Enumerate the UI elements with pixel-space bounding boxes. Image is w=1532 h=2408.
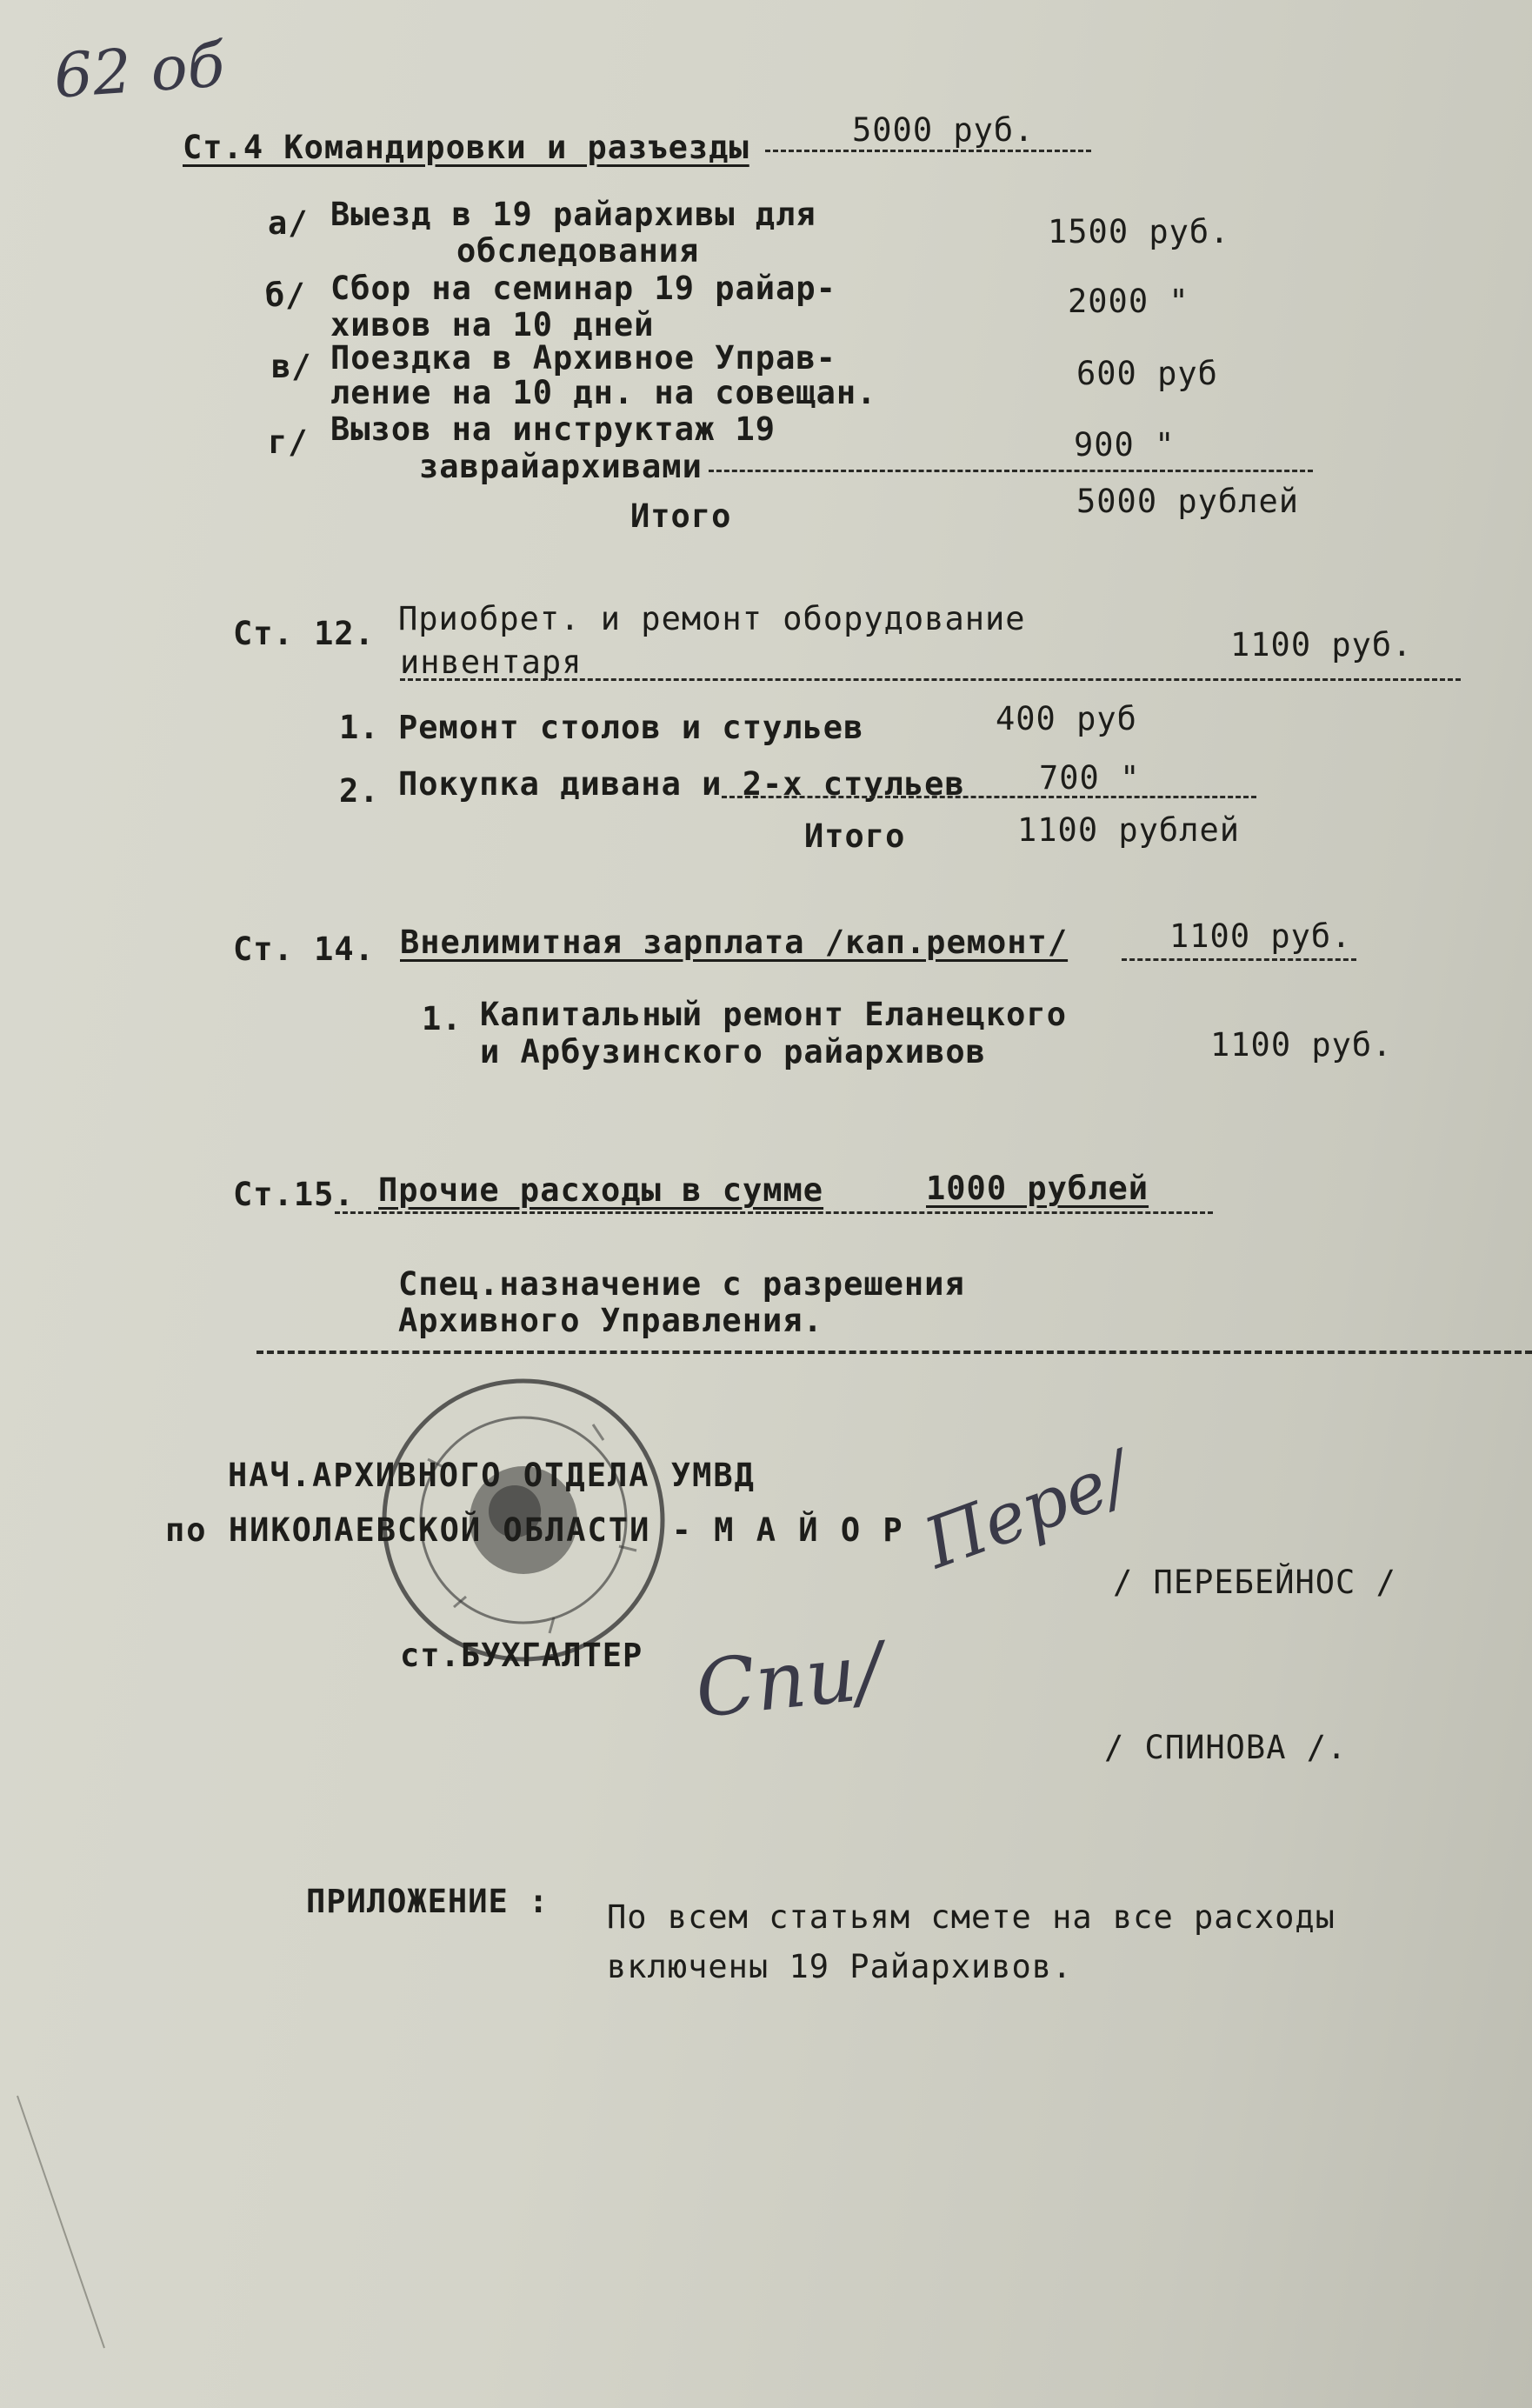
head-title-line1: НАЧ.АРХИВНОГО ОТДЕЛА УМВД xyxy=(228,1457,756,1494)
section15-amount xyxy=(926,1170,1149,1207)
accountant-label: ст.БУХГАЛТЕР xyxy=(400,1637,643,1674)
section12-total-label: Итого xyxy=(804,817,906,855)
head-title-line2: по НИКОЛАЕВСКОЙ ОБЛАСТИ - М А Й О Р xyxy=(165,1511,904,1549)
item-line1: Сбор на семинар 19 райар- xyxy=(330,270,836,307)
section4-total-label: Итого xyxy=(630,497,732,535)
section12-item1-num: 1. xyxy=(339,709,380,746)
signature-perebeynos: Пере/ xyxy=(914,1436,1141,1584)
section14-item-line1: Капитальный ремонт Еланецкого xyxy=(480,996,1068,1033)
item-line2: хивов на 10 дней xyxy=(330,306,655,344)
head-name: / ПЕРЕБЕЙНОС / xyxy=(1113,1564,1396,1601)
section12-prefix: Ст. 12. xyxy=(233,615,375,652)
item-amount: 600 руб xyxy=(1076,355,1218,392)
signature-spinova: Спи/ xyxy=(691,1625,888,1736)
section4-amount: 5000 руб. xyxy=(852,111,1035,149)
section12-total-rule xyxy=(722,796,1256,798)
item-letter: г/ xyxy=(268,424,309,461)
section12-item1-amount: 400 руб xyxy=(996,700,1137,737)
paper-scratch xyxy=(0,2087,191,2365)
appendix-line1: По всем статьям смете на все расходы xyxy=(607,1898,1336,1936)
section12-total-amount: 1100 рублей xyxy=(1017,811,1241,849)
section4-total-rule xyxy=(709,470,1313,472)
item-line2: обследования xyxy=(456,232,700,270)
section14-item-line2: и Арбузинского райархивов xyxy=(480,1033,986,1071)
item-amount: 1500 руб. xyxy=(1048,213,1230,250)
section12-item2-num: 2. xyxy=(339,772,380,810)
appendix-line2: включены 19 Райархивов. xyxy=(607,1948,1073,1985)
section14-heading xyxy=(400,924,1068,961)
section12-line2: инвентаря xyxy=(400,644,583,681)
section15-heading-text: Прочие расходы в сумме xyxy=(378,1171,824,1209)
section14-heading-text: Внелимитная зарплата /кап.ремонт/ xyxy=(400,924,1069,961)
section12-item2-amount: 700 " xyxy=(1039,759,1141,797)
section-divider xyxy=(256,1351,1532,1354)
item-line2: заврайархивами xyxy=(419,448,703,485)
section12-leader xyxy=(400,678,1461,681)
item-amount: 900 " xyxy=(1074,426,1176,464)
section14-item-num: 1. xyxy=(422,1000,463,1037)
item-letter: в/ xyxy=(271,348,312,385)
handwritten-page-number: 62 об xyxy=(51,29,227,112)
section15-prefix: Ст.15. xyxy=(233,1176,355,1213)
item-line1: Выезд в 19 райархивы для xyxy=(330,196,816,233)
section4-total-amount: 5000 рублей xyxy=(1076,483,1300,520)
item-letter: б/ xyxy=(265,277,306,314)
section15-leader xyxy=(335,1211,1213,1214)
item-letter: а/ xyxy=(268,204,309,242)
section15-amount-text: 1000 рублей xyxy=(926,1170,1149,1207)
accountant-name: / СПИНОВА /. xyxy=(1104,1729,1348,1766)
section12-line1: Приобрет. и ремонт оборудование xyxy=(398,600,1026,637)
item-line1: Поездка в Архивное Управ- xyxy=(330,339,836,377)
section4-heading-text: Ст.4 Командировки и разъезды xyxy=(183,129,749,166)
section4-amount-underline xyxy=(765,150,1091,152)
section14-amount: 1100 руб. xyxy=(1169,917,1352,955)
item-amount: 2000 " xyxy=(1068,283,1189,320)
section4-heading xyxy=(183,129,749,166)
section12-item1-text: Ремонт столов и стульев xyxy=(398,709,864,746)
section15-note-line1: Спец.назначение с разрешения xyxy=(398,1265,965,1303)
item-line1: Вызов на инструктаж 19 xyxy=(330,410,776,448)
section12-item2-text: Покупка дивана и 2-х стульев xyxy=(398,765,965,803)
section15-note-line2: Архивного Управления. xyxy=(398,1302,823,1339)
item-line2: ление на 10 дн. на совещан. xyxy=(330,374,877,411)
section14-item-amount: 1100 руб. xyxy=(1210,1026,1393,1064)
section15-heading xyxy=(378,1171,823,1209)
section14-leader xyxy=(1122,958,1356,961)
section12-amount: 1100 руб. xyxy=(1230,626,1413,664)
appendix-label: ПРИЛОЖЕНИЕ : xyxy=(306,1883,550,1920)
section14-prefix: Ст. 14. xyxy=(233,931,375,968)
